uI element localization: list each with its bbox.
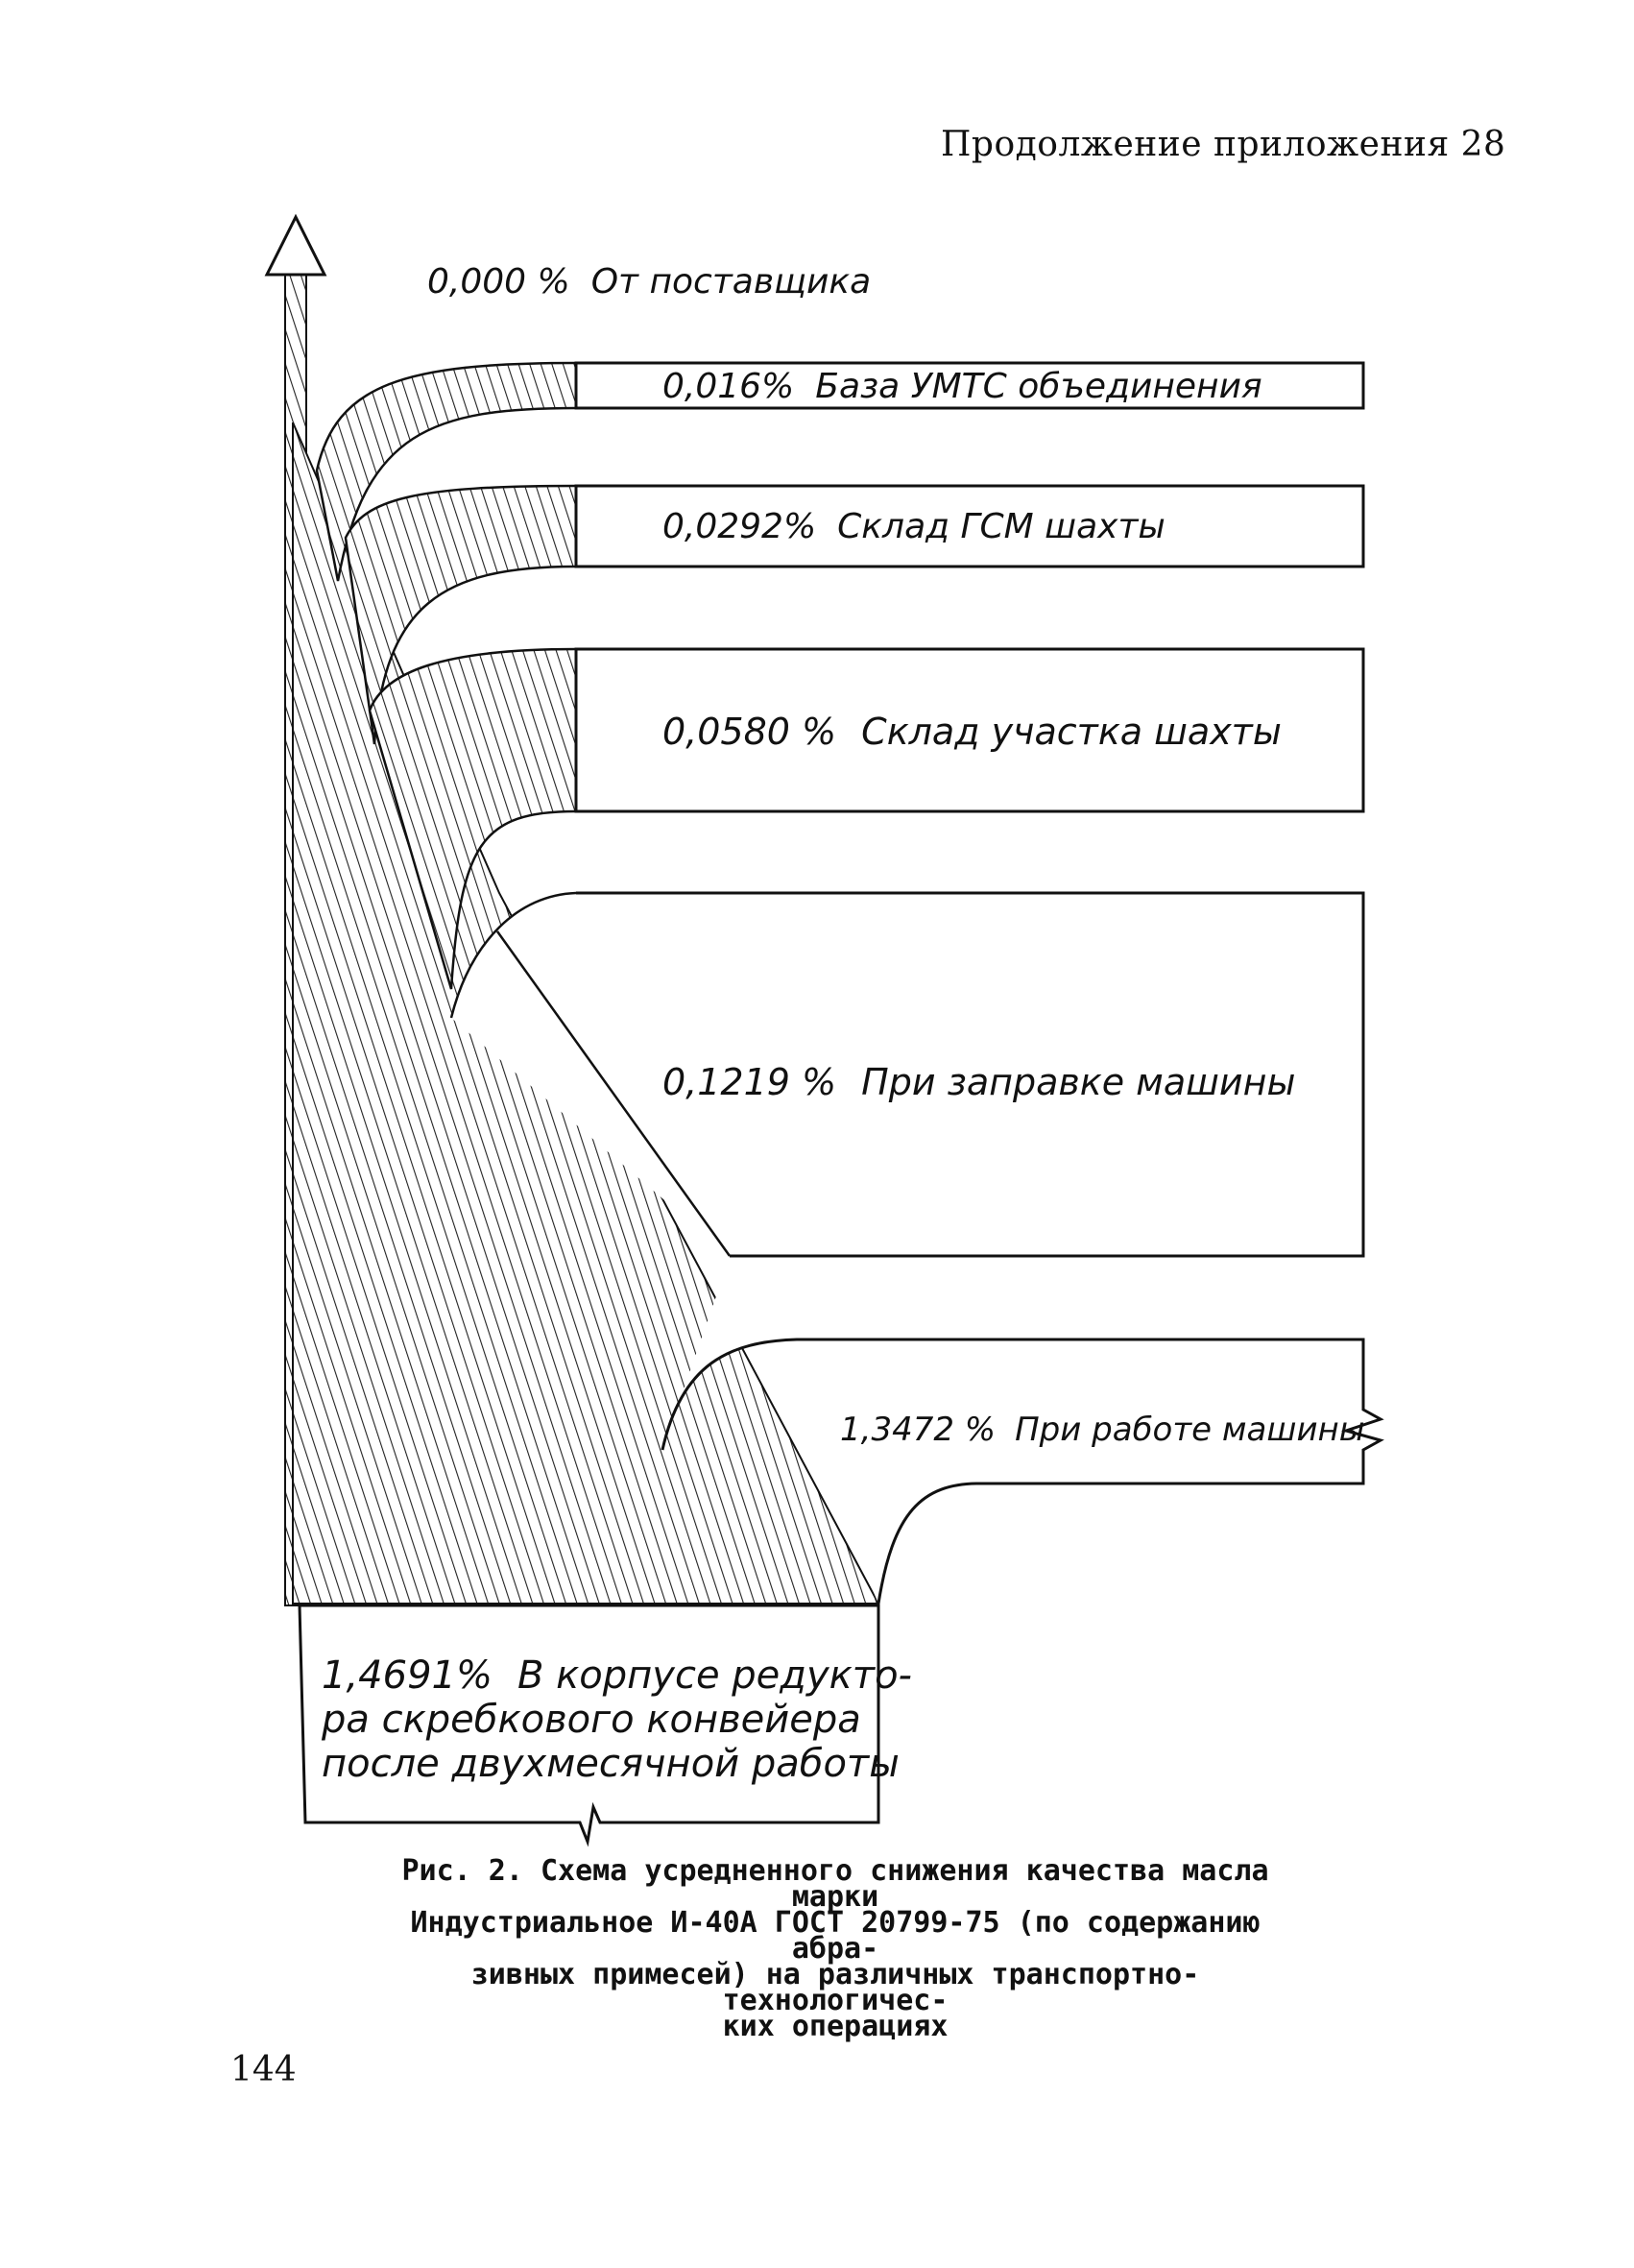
caption-line: Рис. 2. Схема усредненного снижения качества масла марки bbox=[401, 1854, 1269, 1914]
stage-box-final bbox=[300, 1605, 912, 1842]
stage-0-text: 0,000 % От поставщика bbox=[427, 262, 872, 302]
stage-3-text: 0,0580 % Склад участка шахты bbox=[662, 711, 1282, 753]
final-stage-line-3: после двухмесячной работы bbox=[322, 1742, 900, 1786]
stage-1-text: 0,016% База УМТС объединения bbox=[662, 367, 1262, 406]
stage-5-text: 1,3472 % При работе машины bbox=[840, 1411, 1365, 1449]
final-stage-line-1: 1,4691% В корпусе редукто- bbox=[322, 1653, 912, 1698]
caption-line: Индустриальное И-40А ГОСТ 20799-75 (по содержанию абра- bbox=[410, 1906, 1261, 1966]
caption-line: ких операциях bbox=[722, 2010, 949, 2043]
caption-line: зивных примесей) на различных транспортно-технологичес- bbox=[470, 1958, 1200, 2017]
final-stage-line-2: ра скребкового конвейера bbox=[322, 1698, 861, 1742]
page-number: 144 bbox=[230, 2050, 297, 2089]
page-header: Продолжение приложения 28 bbox=[941, 125, 1506, 164]
figure-caption bbox=[365, 1854, 1306, 2043]
stage-4-text: 0,1219 % При заправке машины bbox=[662, 1061, 1296, 1103]
stage-2-text: 0,0292% Склад ГСМ шахты bbox=[662, 507, 1165, 546]
